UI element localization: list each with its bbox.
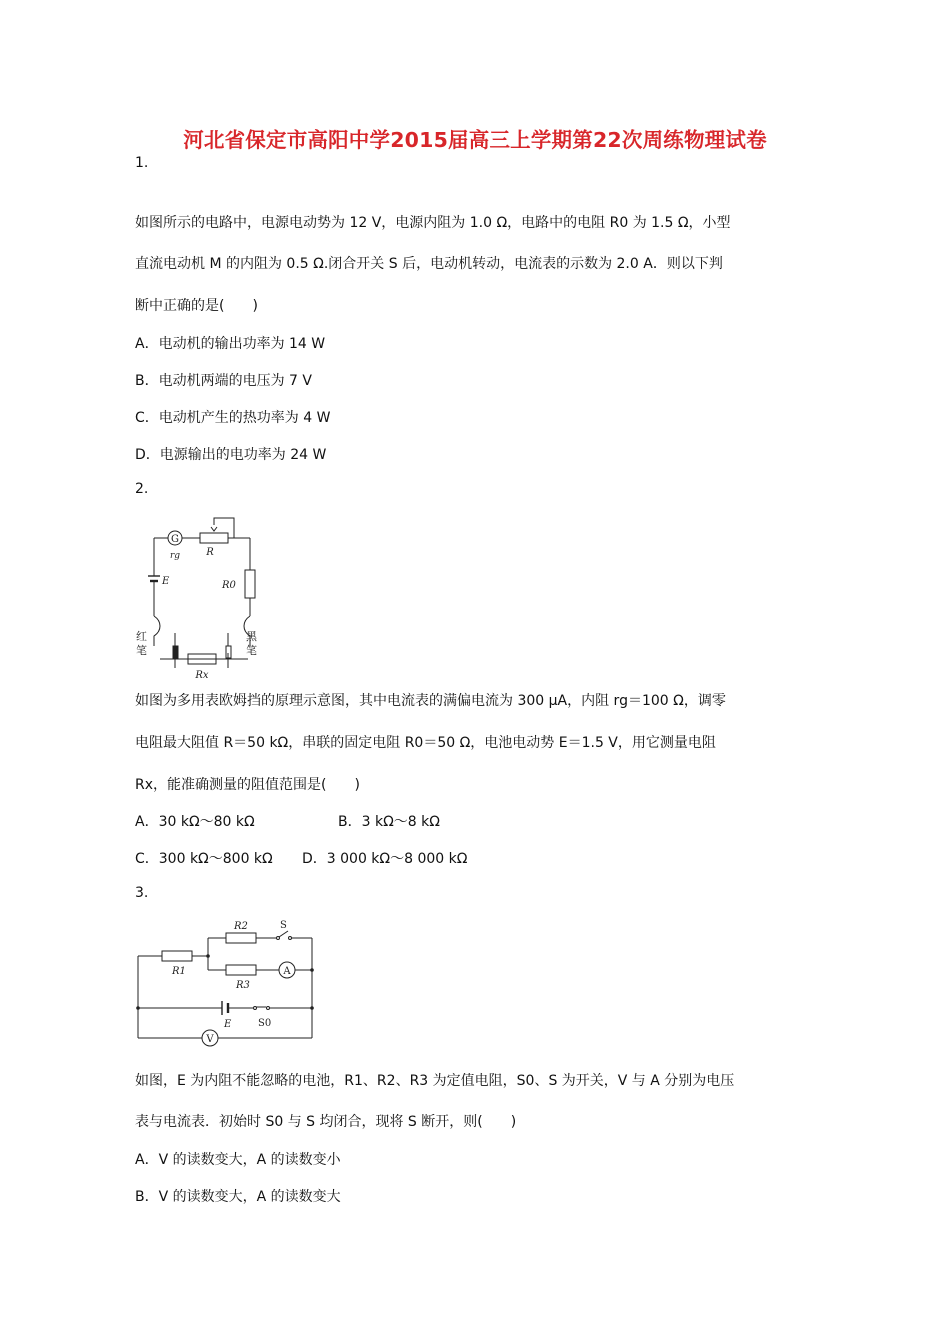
question-1-stem-line-3: 断中正确的是( ) [135, 298, 258, 314]
rx-label: Rx [195, 670, 209, 681]
e-label: E [224, 1019, 232, 1030]
circuit-diagram-r1-r2-r3 [130, 912, 330, 1052]
switch-s-label: S [280, 920, 287, 931]
question-2-stem-line-1: 如图为多用表欧姆挡的原理示意图，其中电流表的满偏电流为 300 μA，内阻 rg＝100 Ω，调零 [135, 693, 726, 709]
black-probe-label-2: 笔 [246, 644, 257, 657]
question-1-option-c: C．电动机产生的热功率为 4 W [135, 410, 331, 426]
e-label: E [162, 576, 170, 587]
voltmeter-label: V [206, 1034, 214, 1045]
question-1-option-a: A．电动机的输出功率为 14 W [135, 336, 326, 352]
r0-label: R0 [222, 580, 236, 591]
resistor-r3-symbol [226, 965, 256, 975]
r2-label: R2 [234, 921, 248, 932]
black-probe-label-1: 黑 [246, 630, 257, 643]
question-1-option-b: B．电动机两端的电压为 7 V [135, 373, 312, 389]
question-3-option-b: B．V 的读数变大，A 的读数变大 [135, 1189, 341, 1205]
resistor-r-symbol [200, 533, 228, 543]
question-2-option-d: D．3 000 kΩ～8 000 kΩ [302, 851, 468, 867]
question-3-stem-line-2: 表与电流表．初始时 S0 与 S 均闭合，现将 S 断开，则( ) [135, 1114, 517, 1130]
r-label: R [206, 547, 214, 558]
resistor-r0-symbol [245, 570, 255, 598]
red-probe-label-2: 笔 [136, 644, 147, 657]
switch-s0-label: S0 [258, 1018, 272, 1029]
rg-label: rg [169, 551, 181, 561]
question-2-number: 2. [135, 481, 149, 497]
question-1-number: 1. [135, 155, 149, 171]
question-3-option-a: A．V 的读数变大，A 的读数变小 [135, 1152, 341, 1168]
r1-label: R1 [172, 966, 186, 977]
question-3-stem-line-1: 如图，E 为内阻不能忽略的电池，R1、R2、R3 为定值电阻，S0、S 为开关，V 与 A 分别为电压 [135, 1073, 735, 1089]
question-1-stem-line-2: 直流电动机 M 的内阻为 0.5 Ω.闭合开关 S 后，电动机转动，电流表的示数为 2.0 A．则以下判 [135, 256, 723, 272]
resistor-r1-symbol [162, 951, 192, 961]
question-2-option-a: A．30 kΩ～80 kΩ [135, 814, 255, 830]
r3-label: R3 [236, 980, 250, 991]
switch-s-symbol [279, 931, 288, 937]
red-probe-label-1: 红 [136, 630, 147, 643]
question-3-number: 3. [135, 885, 149, 901]
page-title: 河北省保定市高阳中学2015届高三上学期第22次周练物理试卷 [183, 128, 767, 152]
ohmmeter-circuit-diagram [130, 508, 270, 686]
question-1-stem-line-1: 如图所示的电路中，电源电动势为 12 V，电源内阻为 1.0 Ω，电路中的电阻 R0 为 1.5 Ω，小型 [135, 215, 731, 231]
question-2-option-c: C．300 kΩ～800 kΩ [135, 851, 273, 867]
galvanometer-label: G [171, 534, 179, 545]
resistor-r2-symbol [226, 933, 256, 943]
question-2-option-b: B．3 kΩ～8 kΩ [338, 814, 440, 830]
question-2-stem-line-3: Rx，能准确测量的阻值范围是( ) [135, 777, 360, 793]
question-2-stem-line-2: 电阻最大阻值 R＝50 kΩ，串联的固定电阻 R0＝50 Ω，电池电动势 E＝1.5 V，用它测量电阻 [135, 735, 716, 751]
ammeter-label: A [283, 966, 291, 977]
question-1-option-d: D．电源输出的电功率为 24 W [135, 447, 327, 463]
